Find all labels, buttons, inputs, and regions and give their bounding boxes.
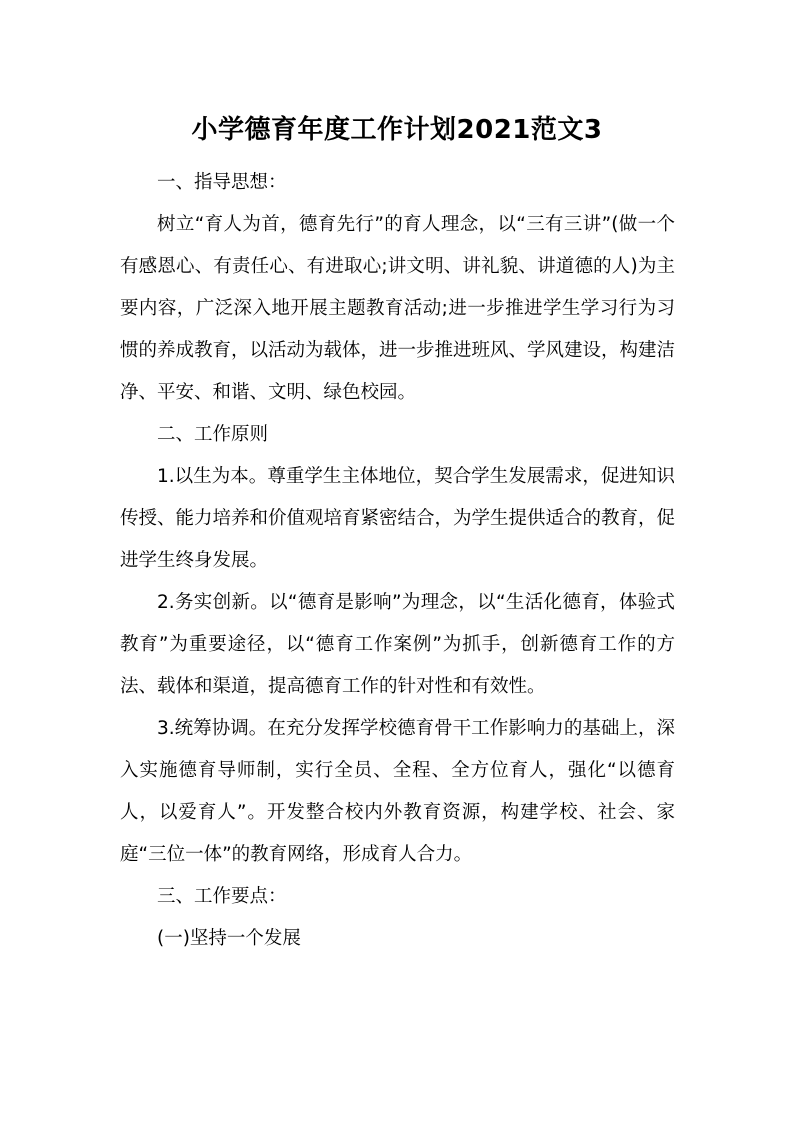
heading-guiding-thought: 一、指导思想： [157, 172, 287, 193]
paragraph-guiding-thought: 树立“育人为首，德育先行”的育人理念，以“三有三讲”(做一个有感恩心、有责任心、有进取心;讲文明、讲礼貌、讲道德的人)为主要内容，广泛深入地开展主题教育活动;进一步推进学生学习行为习惯的养成教育，以活动为载体，进一步推进班风、学风建设，构建洁净、平安、和谐、文明、绿色校园。 [120, 214, 676, 403]
heading-work-points: 三、工作要点： [157, 886, 287, 907]
paragraph-principle-2: 2.务实创新。以“德育是影响”为理念，以“生活化德育，体验式教育”为重要途径，以“德育工作案例”为抓手，创新德育工作的方法、载体和渠道，提高德育工作的针对性和有效性。 [120, 592, 675, 697]
document-body [120, 162, 675, 960]
document-title: 小学德育年度工作计划2021范文3 [191, 115, 603, 145]
subheading-one-development: (一)坚持一个发展 [157, 928, 301, 949]
paragraph-principle-1: 1.以生为本。尊重学生主体地位，契合学生发展需求，促进知识传授、能力培养和价值观培育紧密结合，为学生提供适合的教育，促进学生终身发展。 [120, 466, 676, 571]
heading-work-principles: 二、工作原则 [157, 424, 269, 445]
paragraph-principle-3: 3.统筹协调。在充分发挥学校德育骨干工作影响力的基础上，深入实施德育导师制，实行全员、全程、全方位育人，强化“以德育人，以爱育人”。开发整合校内外教育资源，构建学校、社会、家庭“三位一体”的教育网络，形成育人合力。 [120, 718, 675, 865]
